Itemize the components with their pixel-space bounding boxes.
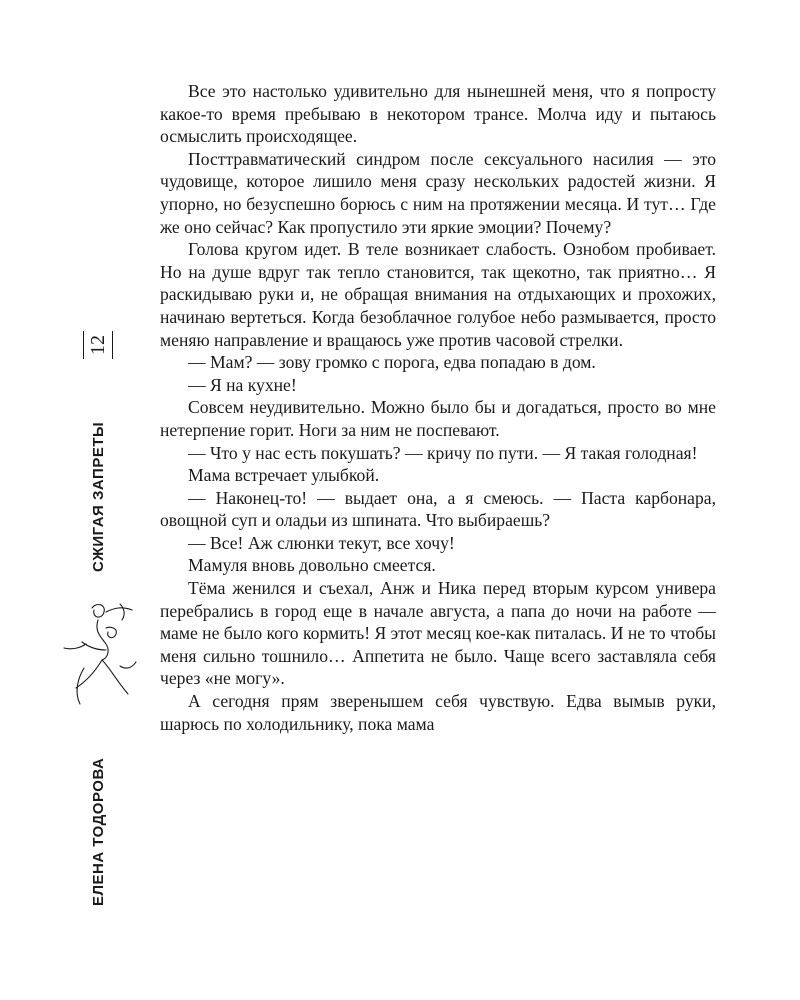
paragraph: — Наконец-то! — выдает она, а я смеюсь. — Паста карбонара, овощной суп и оладьи из шпината. Что выбираешь? <box>160 487 716 531</box>
page-number: 12 <box>83 331 113 359</box>
running-head-author: ЕЛЕНА ТОДОРОВА <box>90 757 107 906</box>
paragraph: Мама встречает улыбкой. <box>188 465 380 486</box>
paragraph: — Все! Аж слюнки текут, все хочу! <box>188 532 455 553</box>
paragraph: Тёма женился и съехал, Анж и Ника перед вторым курсом универа перебрались в город еще в начале августа, а папа до ночи на работе — маме не было кого кормить! Я этот месяц кое-как питалась. И не то чтобы меня сильно тошнило… Аппетита не было. Чаще всего заставляла себя через «не могу». <box>160 578 716 689</box>
paragraph: Мамуля вновь довольно смеется. <box>188 555 436 576</box>
paragraph: Все это настолько удивительно для нынешней меня, что я попросту какое-то время пребываю в некотором трансе. Молча иду и пытаюсь осмыслить происходящее. <box>160 81 716 147</box>
sketch-figure-ornament-icon <box>62 598 142 708</box>
paragraph: Посттравматический синдром после сексуального насилия — это чудовище, которое лишило меня сразу нескольких радостей жизни. Я упорно, но безуспешно борюсь с ним на протяжении месяца. И тут… Где же оно сейчас? Как пропустило эти яркие эмоции? Почему? <box>160 148 716 237</box>
paragraph: — Мам? — зову громко с порога, едва попадаю в дом. <box>188 352 596 373</box>
running-head-book-title: СЖИГАЯ ЗАПРЕТЫ <box>90 421 107 572</box>
paragraph: Голова кругом идет. В теле возникает слабость. Ознобом пробивает. Но на душе вдруг так тепло становится, так щекотно, так приятно… Я раскидываю руки и, не обращая внимания на отдыхающих и прохожих, начинаю вертеться. Когда безоблачное голубое небо размывается, просто меняю направление и вращаюсь уже против часовой стрелки. <box>160 239 716 350</box>
paragraph: — Я на кухне! <box>188 374 297 395</box>
paragraph: Совсем неудивительно. Можно было бы и догадаться, просто во мне нетерпение горит. Ноги за ним не поспевают. <box>160 397 716 440</box>
paragraph: А сегодня прям зверенышем себя чувствую. Едва вымыв руки, шарюсь по холодильнику, пока мама <box>160 691 716 734</box>
body-text <box>160 80 716 735</box>
paragraph: — Что у нас есть покушать? — кричу по пути. — Я такая голодная! <box>188 442 698 463</box>
